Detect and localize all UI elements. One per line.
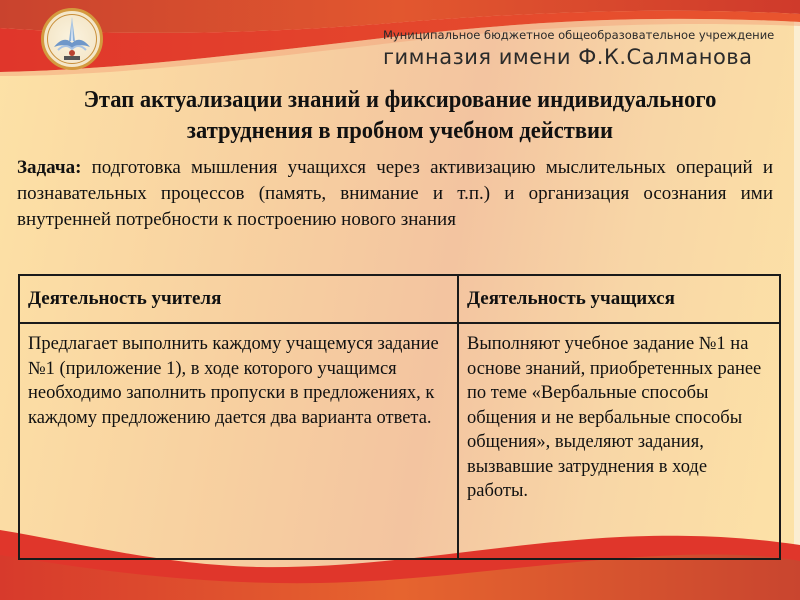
header-student-activity: Деятельность учащихся [458,275,780,323]
table-header-row [19,275,780,323]
task-paragraph [17,155,773,233]
cell-teacher-activity: Предлагает выполнить каждому учащемуся задание №1 (приложение 1), в ходе которого учащимся необходимо заполнить пропуски в предложениях, к каждому предложению дается два варианта ответа. [19,323,458,559]
organization-name: гимназия имени Ф.К.Салманова [383,45,753,69]
organization-subtitle: Муниципальное бюджетное общеобразовательное учреждение [383,28,775,42]
cell-student-activity: Выполняют учебное задание №1 на основе знаний, приобретенных ранее по теме «Вербальные способы общения и не вербальные способы общения», выделяют задания, вызвавшие затруднения в ходе работы. [458,323,780,559]
task-text: подготовка мышления учащихся через активизацию мыслительных операций и познавательных процессов (память, внимание и т.п.) и организация осознания ими внутренней потребности к построению нового знания [17,157,773,230]
school-emblem-icon [41,8,103,70]
organization-header [383,28,783,70]
activity-table [18,274,781,560]
slide-edge [794,0,800,600]
task-label: Задача: [17,157,82,178]
slide-title: Этап актуализации знаний и фиксирование индивидуального затруднения в пробном учебном действии [83,87,717,144]
header-teacher-activity: Деятельность учителя [19,275,458,323]
emblem-graphic-icon [44,11,100,67]
table-row [19,323,780,559]
